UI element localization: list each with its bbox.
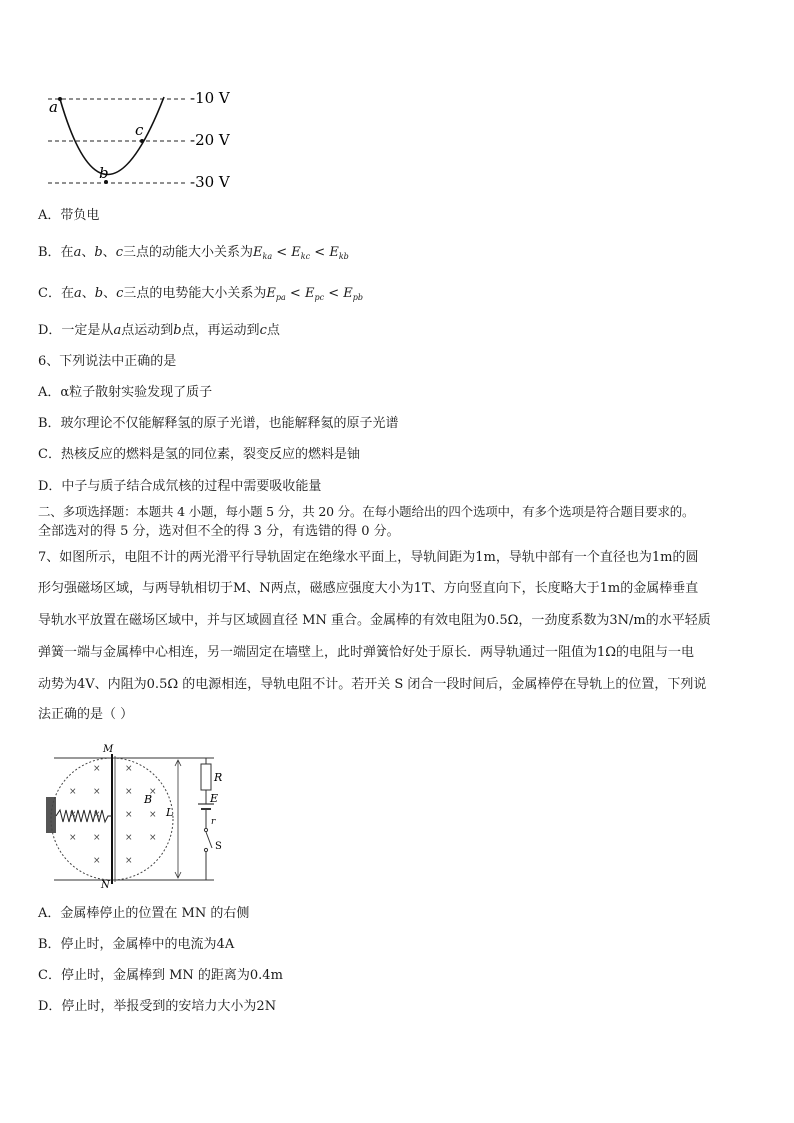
spring <box>56 810 112 822</box>
point-a <box>58 97 62 101</box>
q7-option-a: A．金属棒停止的位置在 MN 的右侧 <box>38 906 250 921</box>
field-cross-12: × <box>125 856 133 866</box>
resistor-r <box>201 764 211 790</box>
field-cross-7: × <box>93 856 101 866</box>
label-a: a <box>49 98 58 116</box>
field-cross-11: × <box>125 833 133 843</box>
q6-option-b: B．玻尔理论不仅能解释氢的原子光谱，也能解释氦的原子光谱 <box>38 416 399 431</box>
field-cross-1: × <box>69 810 77 820</box>
label-c: c <box>135 121 144 139</box>
q5-option-a: A．带负电 <box>38 208 100 223</box>
level-30v: -30 V <box>190 173 230 191</box>
q6-question: 6、下列说法中正确的是 <box>38 354 177 369</box>
section2-line2: 全部选对的得 5 分，选对但不全的得 3 分，有选错的得 0 分。 <box>38 524 400 539</box>
q6-option-d: D．中子与质子结合成氘核的过程中需要吸收能量 <box>38 479 322 494</box>
label-s: S <box>215 841 222 852</box>
field-cross-4: × <box>93 787 101 797</box>
field-cross-0: × <box>69 787 77 797</box>
particle-trajectory <box>60 97 164 175</box>
label-b: b <box>99 164 109 182</box>
label-e: E <box>210 792 219 805</box>
q7-line5: 动势为4V、内阻为0.5Ω 的电源相连，导轨电阻不计。若开关 S 闭合一段时间后，金属棒停在导轨上的位置，下列说 <box>38 677 707 692</box>
trajectory-figure <box>40 86 240 192</box>
label-b-field: B <box>144 793 153 806</box>
field-cross-2: × <box>69 833 77 843</box>
label-r-resistor: R <box>214 771 223 784</box>
q7-line3: 导轨水平放置在磁场区域中，并与区域圆直径 MN 重合。金属棒的有效电阻为0.5Ω，一劲度系数为3N/m的水平轻质 <box>38 613 711 628</box>
label-m: M <box>103 744 114 755</box>
q6-option-c: C．热核反应的燃料是氢的同位素，裂变反应的燃料是铀 <box>38 447 360 462</box>
field-cross-14: × <box>149 810 157 820</box>
label-l: L <box>166 806 174 819</box>
q5-option-c: C．在a、b、c三点的电势能大小关系为$E_{pa} < E_{pc} < E_{pb}$ <box>38 286 363 302</box>
switch-s[interactable] <box>206 832 212 848</box>
q7-option-b: B．停止时，金属棒中的电流为4A <box>38 937 235 952</box>
field-cross-15: × <box>149 833 157 843</box>
point-c <box>140 139 144 143</box>
q7-line2: 形匀强磁场区域，与两导轨相切于M、N两点，磁感应强度大小为1T、方向竖直向下，长度略大于1m的金属棒垂直 <box>38 581 699 596</box>
field-cross-3: × <box>93 764 101 774</box>
q7-option-d: D．停止时，举报受到的安培力大小为2N <box>38 999 277 1014</box>
field-cross-5: × <box>93 810 101 820</box>
field-cross-8: × <box>125 764 133 774</box>
switch-contact-top <box>204 828 207 831</box>
q5-option-b: B．在a、b、c三点的动能大小关系为$E_{ka} < E_{kc} < E_{kb}$ <box>38 245 349 261</box>
q7-line6: 法正确的是（ ） <box>38 707 134 722</box>
wall <box>46 797 56 833</box>
q7-line1: 7、如图所示，电阻不计的两光滑平行导轨固定在绝缘水平面上，导轨间距为1m，导轨中部有一个直径也为1m的圆 <box>38 550 699 565</box>
switch-contact-bottom <box>204 848 207 851</box>
field-cross-10: × <box>125 810 133 820</box>
field-cross-6: × <box>93 833 101 843</box>
level-20v: -20 V <box>190 131 230 149</box>
field-cross-13: × <box>149 787 157 797</box>
section2-line1: 二、多项选择题：本题共 4 小题，每小题 5 分，共 20 分。在每小题给出的四个选项中，有多个选项是符合题目要求的。 <box>38 504 695 519</box>
q6-option-a: A．α粒子散射实验发现了质子 <box>38 385 213 400</box>
field-cross-9: × <box>125 787 133 797</box>
circuit-figure <box>40 740 240 890</box>
label-n: N <box>101 880 110 890</box>
q7-line4: 弹簧一端与金属棒中心相连，另一端固定在墙壁上，此时弹簧恰好处于原长．两导轨通过一阻值为1Ω的电阻与一电 <box>38 645 695 660</box>
q7-option-c: C．停止时，金属棒到 MN 的距离为0.4m <box>38 968 283 983</box>
q5-option-d: D．一定是从a点运动到b点，再运动到c点 <box>38 323 280 338</box>
level-10v: -10 V <box>190 89 230 107</box>
label-r-internal: r <box>211 817 216 827</box>
